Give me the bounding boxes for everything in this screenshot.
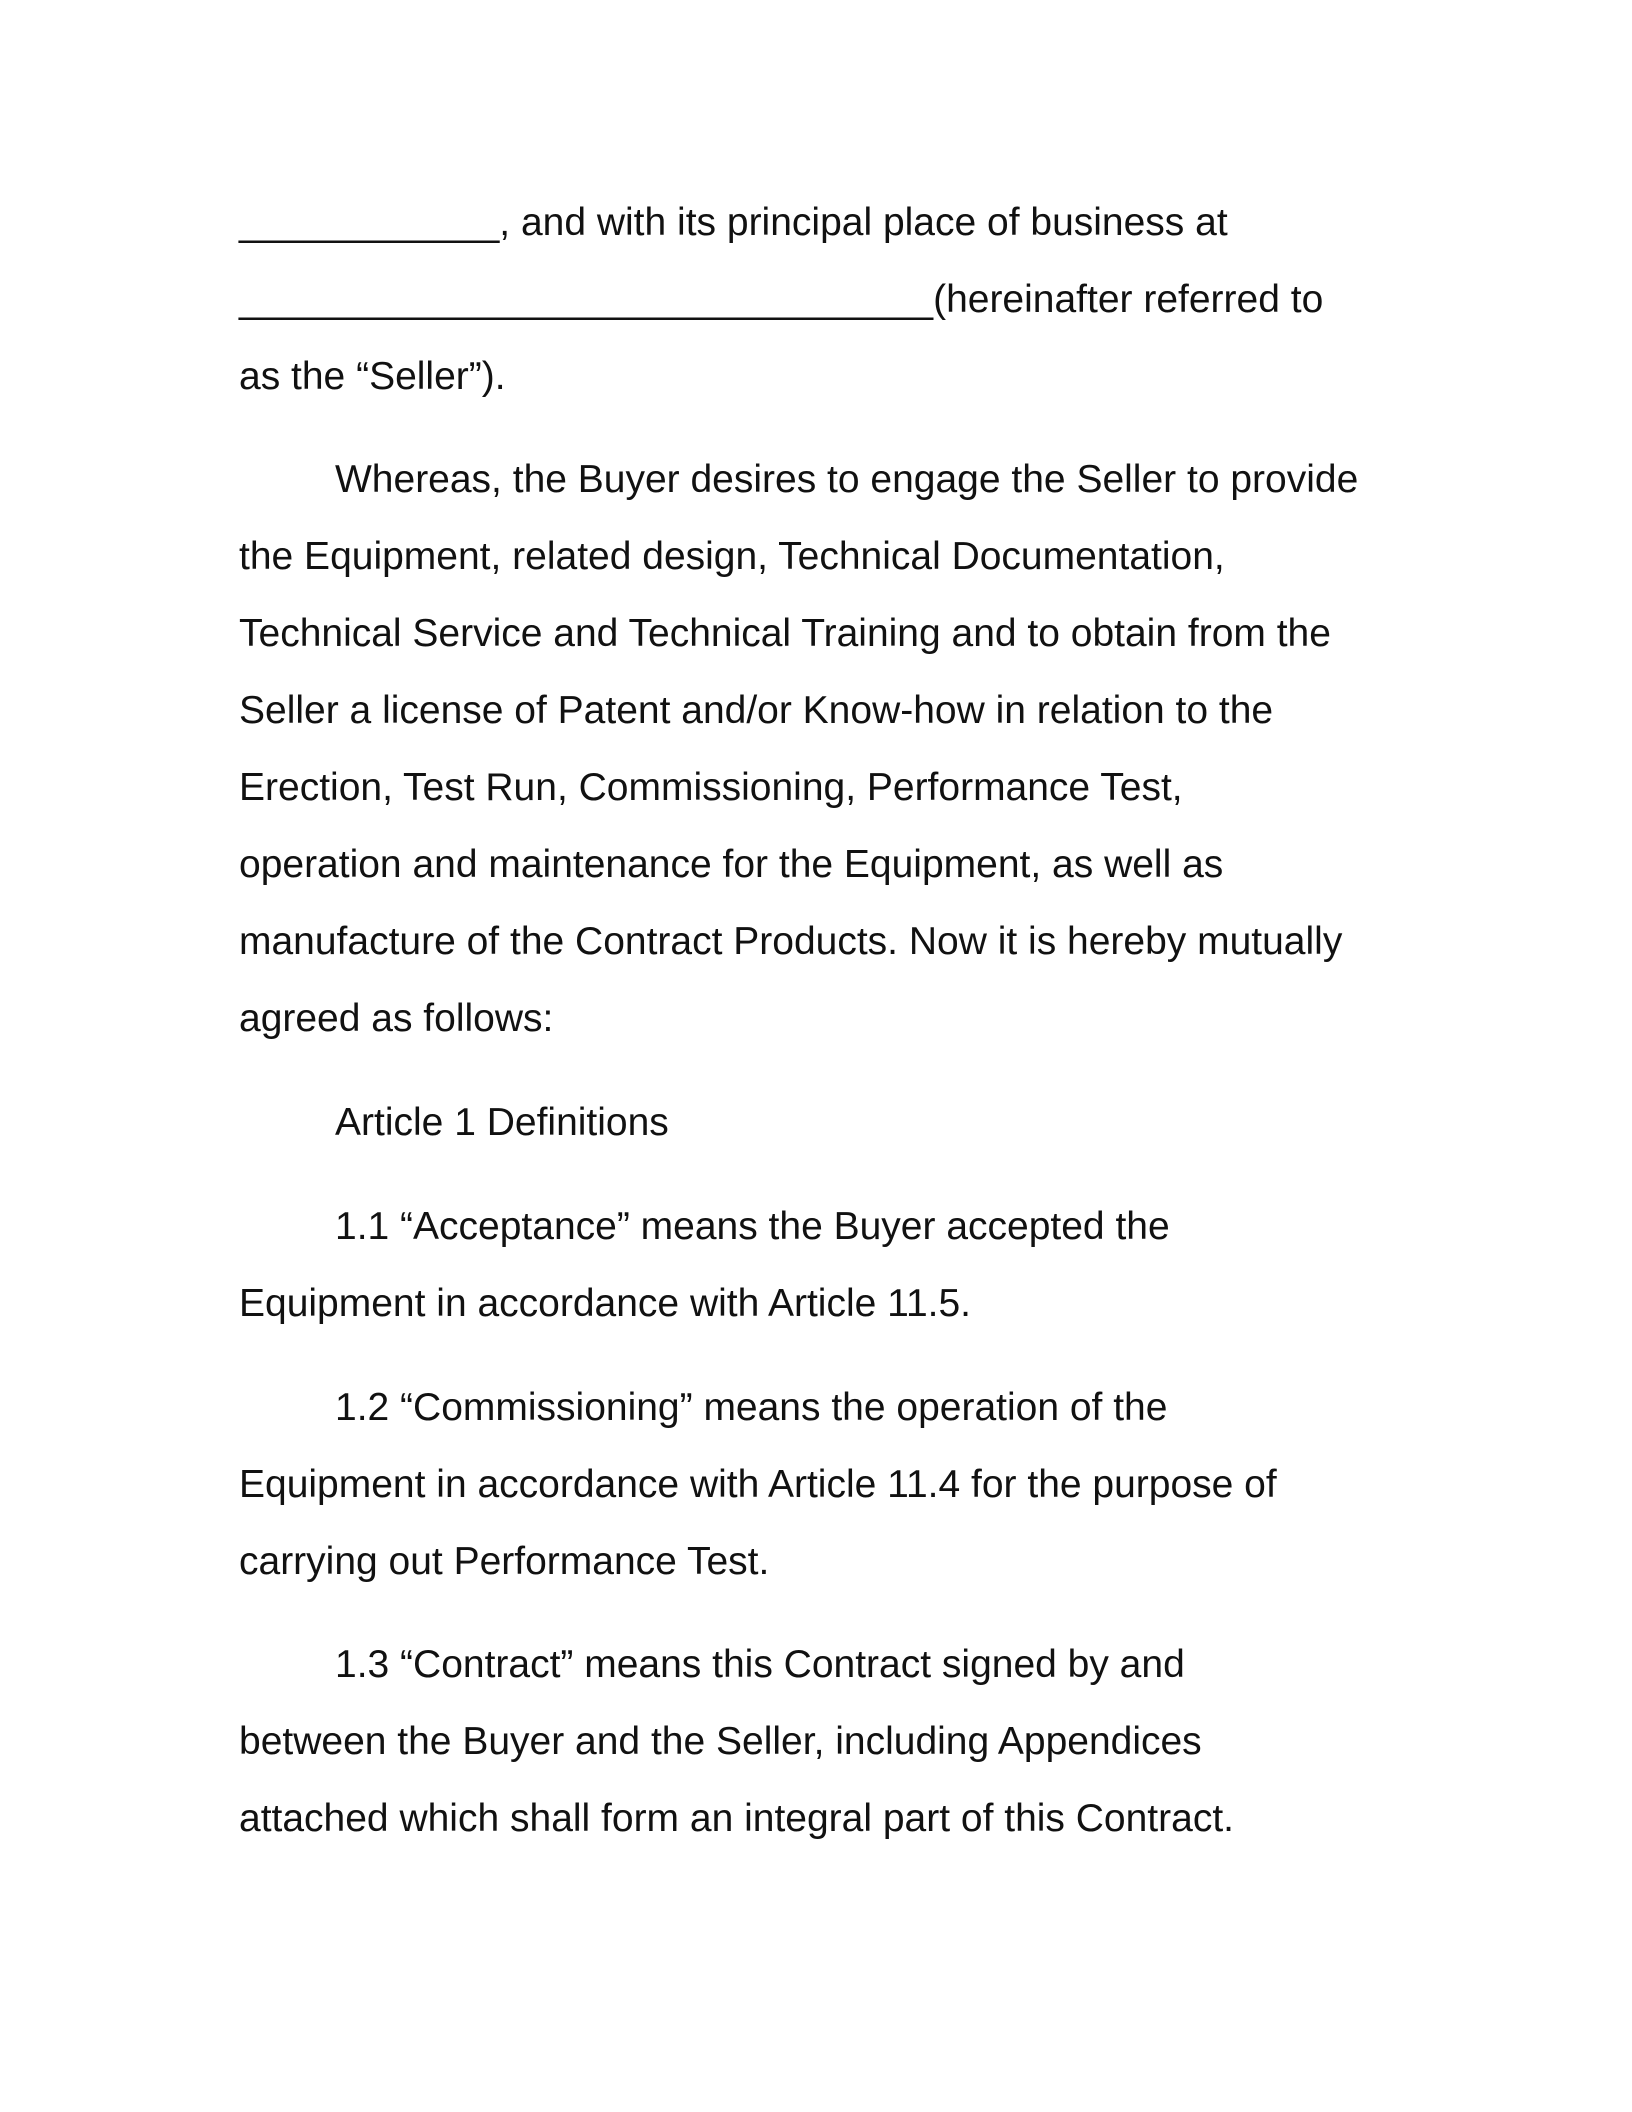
whereas-line-8: agreed as follows: [239,997,554,1040]
whereas-line-3: Technical Service and Technical Training and to obtain from the [239,612,1331,655]
whereas-line-4: Seller a license of Patent and/or Know-how in relation to the [239,689,1274,732]
opening-line-2: ________________________________(hereinafter referred to [239,278,1324,321]
definition-1-3-line-2: between the Buyer and the Seller, including Appendices [239,1720,1202,1763]
definition-1-1-line-1: 1.1 “Acceptance” means the Buyer accepted the [335,1205,1170,1248]
definition-1-2-line-2: Equipment in accordance with Article 11.4 for the purpose of [239,1463,1277,1506]
definition-1-3-line-3: attached which shall form an integral part of this Contract. [239,1797,1234,1840]
whereas-line-7: manufacture of the Contract Products. Now it is hereby mutually [239,920,1343,963]
whereas-line-2: the Equipment, related design, Technical Documentation, [239,535,1225,578]
definition-1-1-line-2: Equipment in accordance with Article 11.5. [239,1282,972,1325]
definition-1-2-line-3: carrying out Performance Test. [239,1540,770,1583]
whereas-line-1: Whereas, the Buyer desires to engage the Seller to provide [335,458,1359,501]
definition-1-2-line-1: 1.2 “Commissioning” means the operation of the [335,1386,1168,1429]
article-heading: Article 1 Definitions [335,1101,669,1144]
opening-line-3: as the “Seller”). [239,355,506,398]
definition-1-3-line-1: 1.3 “Contract” means this Contract signed by and [335,1643,1185,1686]
whereas-line-5: Erection, Test Run, Commissioning, Performance Test, [239,766,1183,809]
whereas-line-6: operation and maintenance for the Equipment, as well as [239,843,1224,886]
opening-line-1: ____________, and with its principal place of business at [239,201,1228,244]
